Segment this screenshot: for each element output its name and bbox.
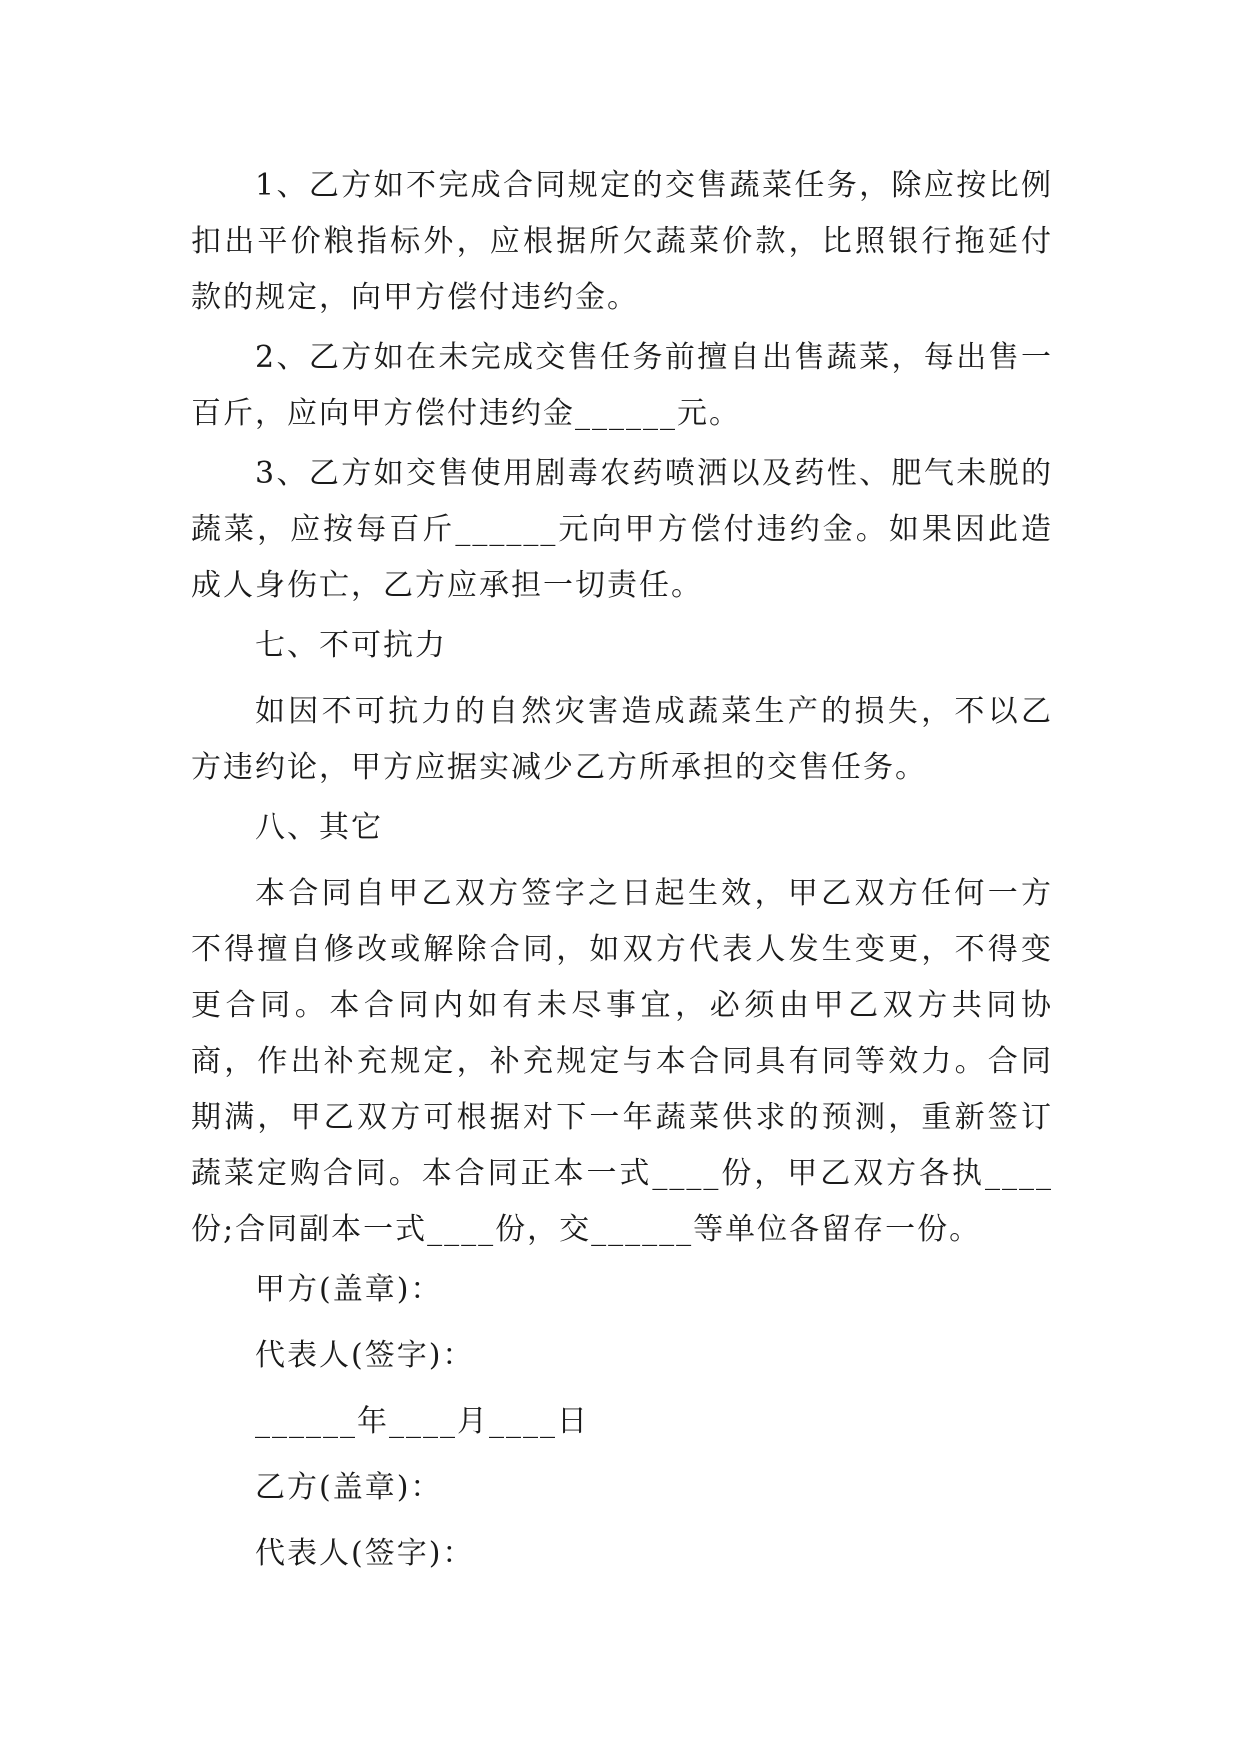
signature-block xyxy=(191,1262,1053,1582)
party-a-seal-label: 甲方(盖章)： xyxy=(255,1272,443,1307)
section-7-heading: 七、不可抗力 xyxy=(255,628,447,663)
signing-date-line: ______年____月____日 xyxy=(255,1404,589,1439)
section-7-body: 如因不可抗力的自然灾害造成蔬菜生产的损失，不以乙方违约论，甲方应据实减少乙方所承担的交售任务。 xyxy=(191,694,1053,785)
section-8-body: 本合同自甲乙双方签字之日起生效，甲乙双方任何一方不得擅自修改或解除合同，如双方代表人发生变更，不得变更合同。本合同内如有未尽事宜，必须由甲乙双方共同协商，作出补充规定，补充规定与本合同具有同等效力。合同期满，甲乙双方可根据对下一年蔬菜供求的预测，重新签订蔬菜定购合同。本合同正本一式____份，甲乙双方各执____份;合同副本一式____份，交______等单位各留存一份。 xyxy=(191,876,1053,1247)
clause-1: 1、乙方如不完成合同规定的交售蔬菜任务，除应按比例扣出平价粮指标外，应根据所欠蔬菜价款，比照银行拖延付款的规定，向甲方偿付违约金。 xyxy=(191,168,1053,315)
clause-2: 2、乙方如在未完成交售任务前擅自出售蔬菜，每出售一百斤，应向甲方偿付违约金______元。 xyxy=(191,340,1053,431)
party-b-representative-label: 代表人(签字)： xyxy=(255,1536,475,1571)
section-8-heading: 八、其它 xyxy=(255,810,383,845)
document-body xyxy=(191,158,1053,1592)
clause-3: 3、乙方如交售使用剧毒农药喷洒以及药性、肥气未脱的蔬菜，应按每百斤______元向甲方偿付违约金。如果因此造成人身伤亡，乙方应承担一切责任。 xyxy=(191,456,1053,603)
party-b-seal-label: 乙方(盖章)： xyxy=(255,1470,443,1505)
party-a-representative-label: 代表人(签字)： xyxy=(255,1338,475,1373)
